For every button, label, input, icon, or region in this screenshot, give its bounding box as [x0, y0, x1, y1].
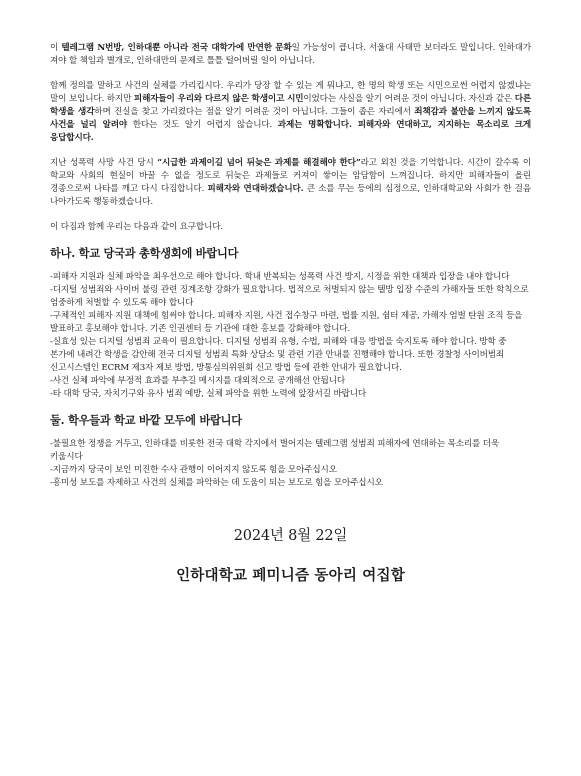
organization-signature: 인하대학교 페미니즘 동아리 여집합 [176, 567, 405, 584]
body-text: 한다는 것도 알기 어렵지 않습니다. [127, 120, 278, 130]
paragraph-demands-lead [50, 221, 531, 234]
spacer [50, 68, 531, 80]
statement-date: 2024년 8월 22일 [233, 528, 348, 544]
body-text: 이 다짐과 함께 우리는 다음과 같이 요구합니다. [50, 222, 223, 232]
demand-item: -흥미성 보도를 자제하고 사건의 실체를 파악하는 데 도움이 되는 보도로 힘을 모아주십시오 [50, 478, 383, 488]
emphasis-text: 피해자들이 우리와 다르지 않은 학생이고 시민 [133, 94, 304, 104]
emphasis-text: “시급한 과제이길 넘어 뒤늦은 과제를 해결해야 한다” [157, 158, 361, 168]
spacer [50, 401, 531, 413]
demand-item: -불필요한 정쟁을 거두고, 인하대를 비롯한 전국 대학 각지에서 벌어지는 텔레그램 성범죄 피해자에 연대하는 목소리를 더욱 키웁시다 [50, 439, 500, 462]
spacer [50, 145, 531, 157]
paragraph-memory [50, 157, 531, 209]
section-heading-school: 하나. 학교 당국과 총학생회에 바랍니다 [50, 246, 239, 260]
body-text: 함께 정의를 말하고 사건의 실체를 가리킵시다. 우리가 당장 할 수 있는 게 뭐냐고, 한 명의 학생 또는 시민으로썬 어렵지 않겠냐는 말이 보입니다. 하지만 [50, 81, 531, 104]
body-text: 일 가능성이 큽니다. 서울대 사태만 보더라도 말입니다. 인하대가 져야 할 책임과 별개로, 인하대만의 문제로 틀틀 털어버릴 일이 아닙니다. [50, 43, 531, 66]
paragraph-solidarity [50, 80, 531, 145]
body-text: 이었다는 사실을 알기 어려운 것이 아닙니다. 자신과 같은 [303, 94, 515, 104]
emphasis-text: 텔레그램 N번방, 인하대뿐 아니라 전국 대학가에 만연한 문화 [61, 43, 292, 53]
body-text: 라고 외친 것을 기억합니다. 시간이 갈수록 이 학교와 사회의 현실이 바꿀 수 없을 정도로 뒤늦은 과제들로 커져이 쌓이는 암담함이 느껴집니다. 하지만 피해자들이 올린 경종으로써 나타를 깨고 다시 다짐합니다. [50, 158, 531, 194]
emphasis-text: 과제는 명확합니다. 피해자와 연대하고, 지지하는 목소리로 크게 응답합시다. [50, 120, 531, 143]
demand-item: -구체적인 피해자 지원 대책에 힘써야 합니다. 피해자 지원, 사건 접수창구 마련, 법률 지원, 쉼터 제공, 가해자 엄벌 탄원 조직 등을 발표하고 홍보해야 합니다. 기존 인권센터 등 기관에 대한 홍보를 강화해야 합니다. [50, 311, 523, 334]
demand-item: -디지털 성범죄와 사이버 불링 관련 징계조항 강화가 필요합니다. 법적으로 처벌되지 않는 텔방 입장 수준의 가해자들 또한 학칙으로 엄중하게 처벌할 수 있도록 해야 합니다 [50, 285, 529, 308]
body-text: 지난 성폭력 사망 사건 당시 [50, 158, 158, 168]
demand-list-public [50, 438, 531, 490]
paragraph-intro [50, 42, 531, 68]
spacer [50, 428, 531, 438]
demand-list-school [50, 271, 531, 401]
demand-item: -타 대학 당국, 자치기구와 유사 범죄 예방, 실체 파악을 위한 노력에 앞장서길 바랍니다 [50, 389, 367, 399]
demand-item: -실효성 있는 디지털 성범죄 교육이 필요합니다. 디지털 성범죄 유형, 수법, 피해와 대응 방법을 숙지토록 해야 합니다. 방학 중 본가에 내려간 학생을 감안해 전국 디지털 성범죄 특화 상담소 및 관련 기관 안내를 진행해야 합니다. 또한 경찰청 사이버범죄 신고시스템인 ECRM 제3자 제보 방법, 방통심의위원회 신고 방법 등에 관한 안내가 필요합니다. [50, 337, 507, 373]
emphasis-text: 피해자와 연대하겠습니다. [207, 184, 304, 194]
body-text: 하며 진실을 찾고 가리켰다는 점을 알기 어려운 것이 아닙니다. 그들이 좁은 자리에서 [94, 107, 415, 117]
body-text: 큰 소를 무는 등에의 심정으로, 인하대학교와 사회가 한 걸음 나아가도록 행동하겠습니다. [50, 184, 531, 207]
emphasis-text: 다른 학생을 생각 [50, 94, 531, 117]
demand-item: -사건 실체 파악에 부정적 효과를 부추길 메시지를 대외적으로 공개해선 안됩니다 [50, 376, 345, 386]
spacer [50, 209, 531, 221]
emphasis-text: 죄책감과 불안을 느끼지 않도록 사건을 널리 알려야 [50, 107, 532, 130]
spacer [50, 261, 531, 271]
spacer [50, 546, 531, 566]
spacer [50, 490, 531, 526]
demand-item: -피해자 지원과 실체 파악을 최우선으로 해야 합니다. 학내 반복되는 성폭력 사건 방지, 시정을 위한 대책과 입장을 내야 합니다 [50, 272, 510, 282]
body-text: 이 [50, 43, 62, 53]
demand-item: -지금까지 당국이 보인 미진한 수사 관행이 이어지지 않도록 힘을 모아주십시오 [50, 465, 337, 475]
section-heading-public: 둘. 학우들과 학교 바깥 모두에 바랍니다 [50, 413, 242, 427]
spacer [50, 234, 531, 246]
